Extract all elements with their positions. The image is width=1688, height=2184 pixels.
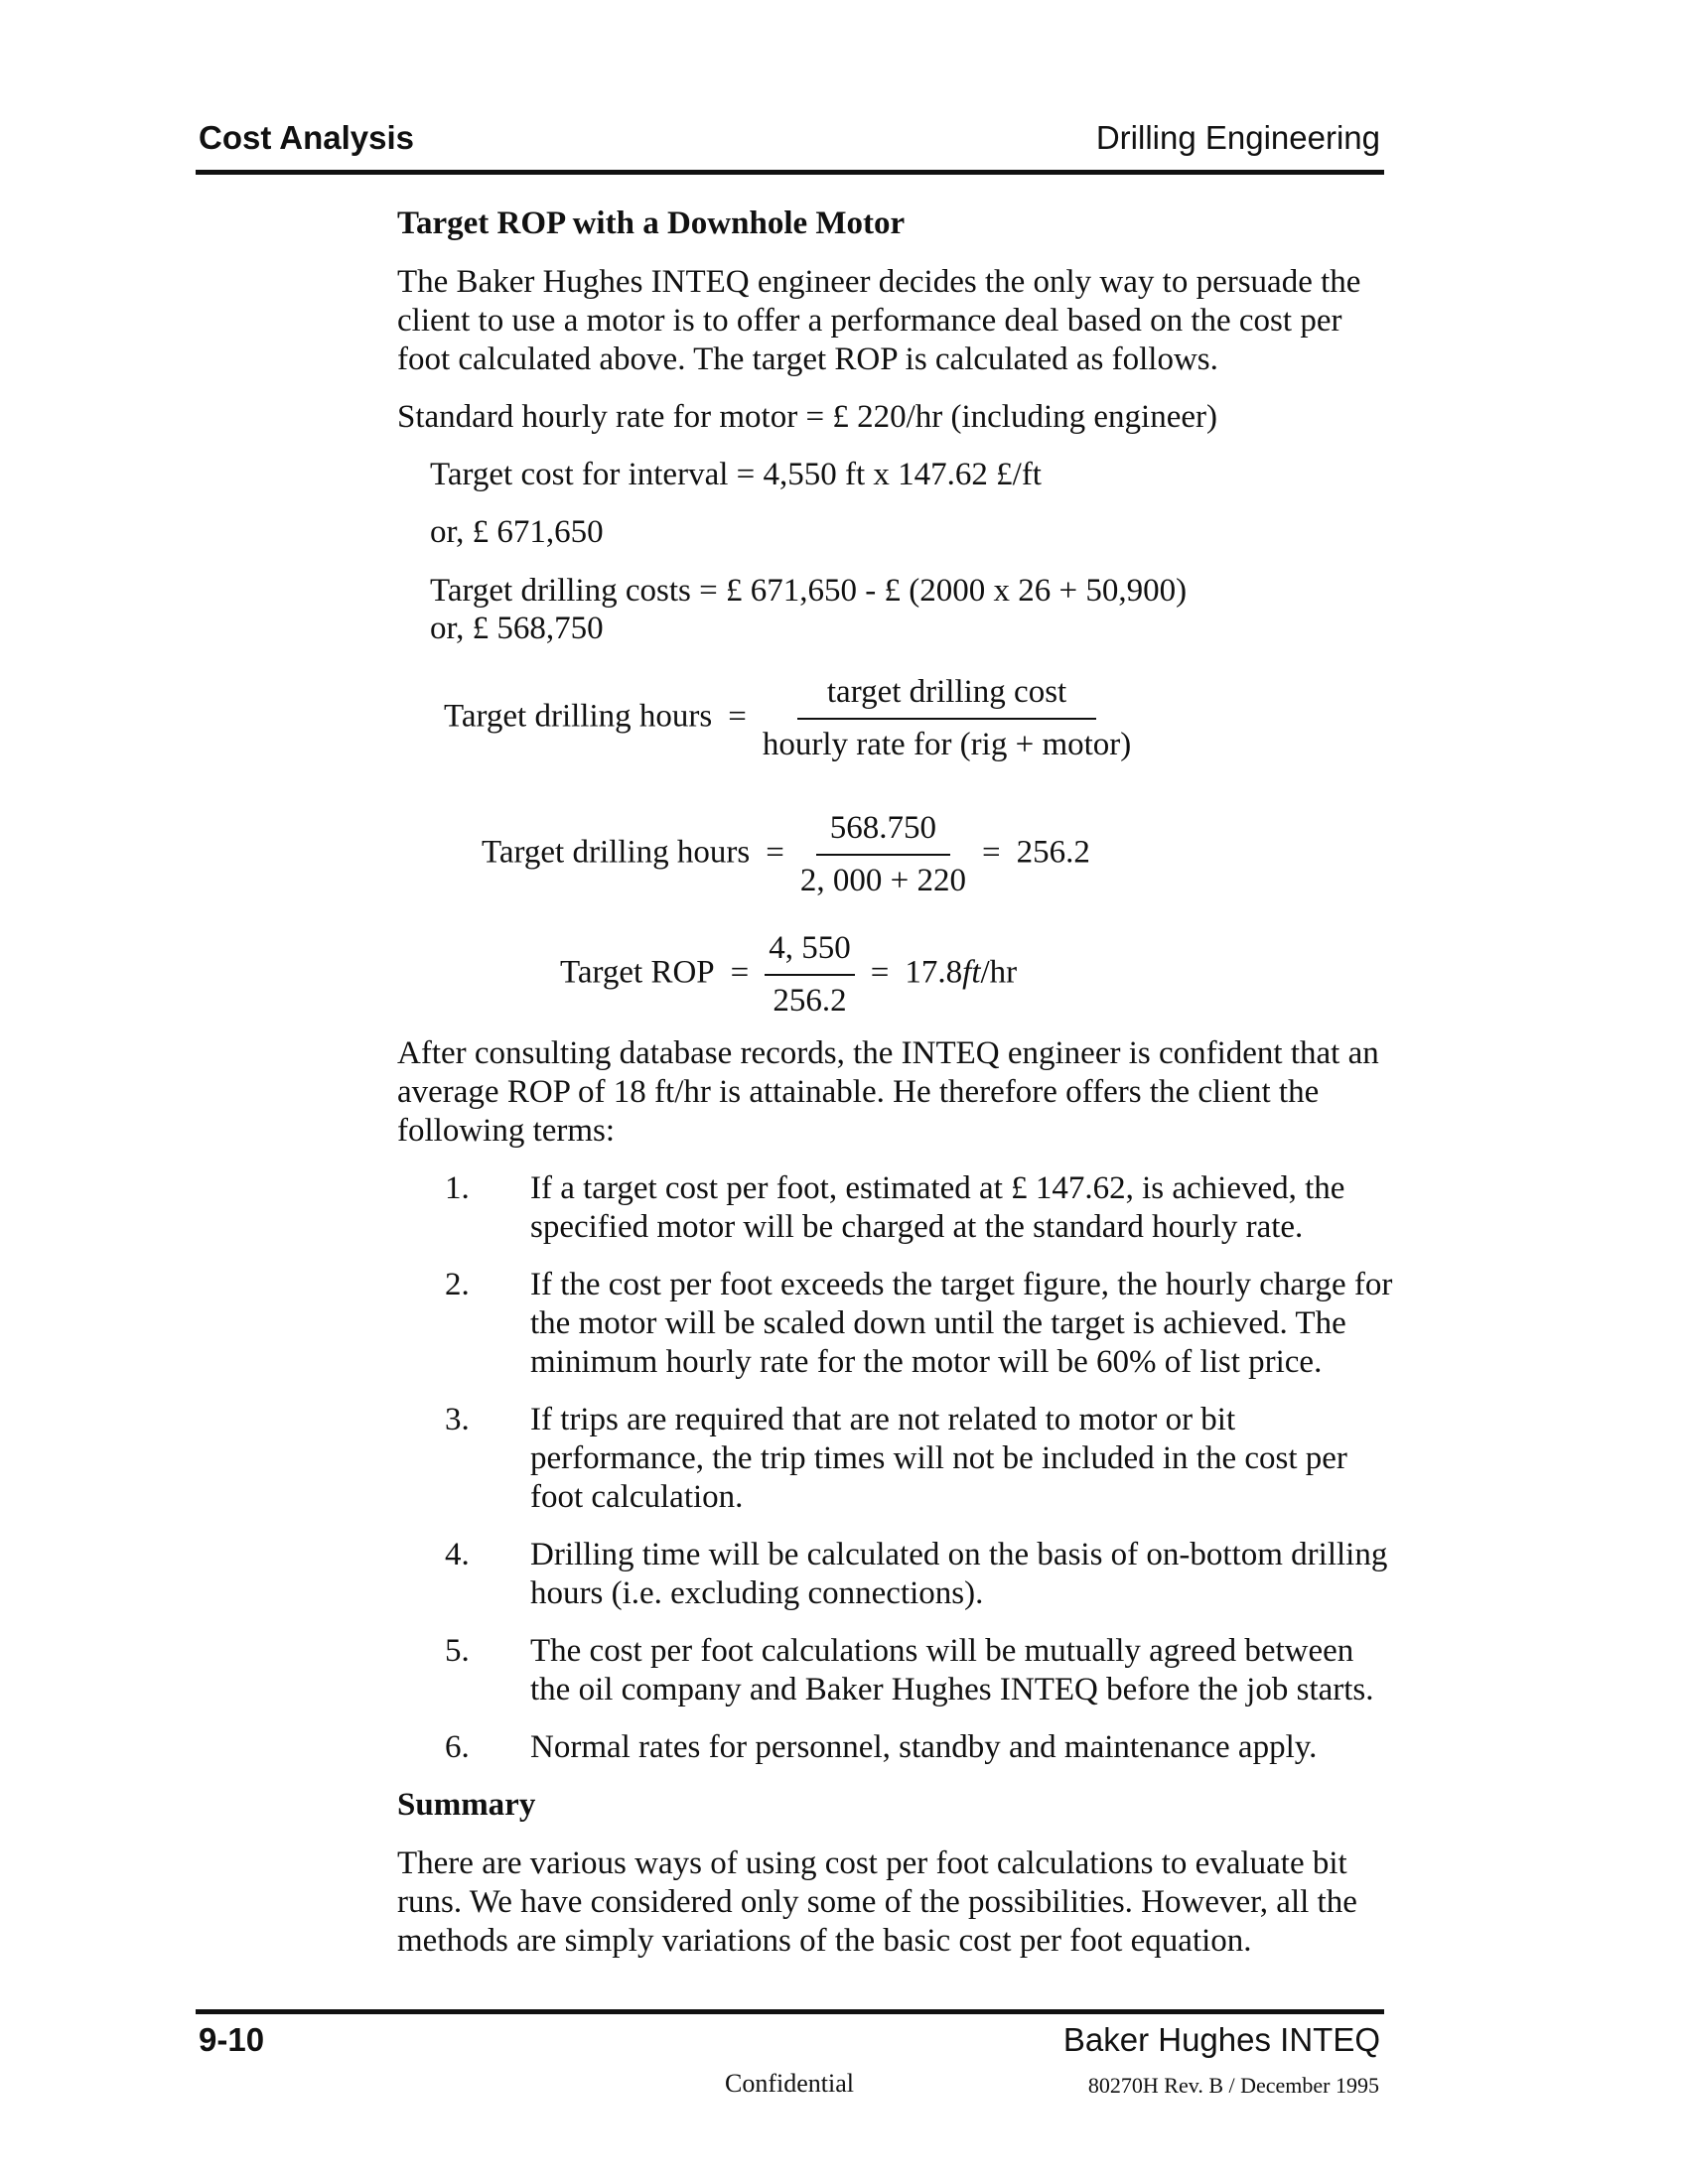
eq3-fraction [765, 929, 855, 1021]
eq3-equals-2: = [870, 954, 890, 991]
eq1-numerator: target drilling cost [797, 673, 1096, 720]
section-heading: Target ROP with a Downhole Motor [397, 205, 906, 241]
eq2-equals: = [766, 834, 784, 871]
header-rule [196, 170, 1384, 175]
eq1-equals: = [728, 698, 747, 735]
list-item-text: If a target cost per foot, estimated at £ 147.62, is achieved, the specified motor will be charged at the standard hourly rate. [530, 1170, 1345, 1245]
eq1-fraction [763, 673, 1131, 764]
eq3-result [905, 955, 1017, 991]
list-item-text: If the cost per foot exceeds the target figure, the hourly charge for the motor will be scaled down until the target is achieved. The minimum hourly rate for the motor will be 60% of list price. [530, 1267, 1393, 1380]
equation-target-hours-formula [444, 673, 1131, 764]
target-cost-line: Target cost for interval = 4,550 ft x 147.62 £/ft [430, 457, 1042, 492]
eq2-denominator: 2, 000 + 220 [799, 863, 966, 898]
target-cost-or-line: or, £ 671,650 [430, 514, 604, 550]
footer-confidential: Confidential [725, 2069, 854, 2098]
eq2-label: Target drilling hours [482, 834, 751, 871]
eq1-label: Target drilling hours [444, 698, 713, 735]
eq2-result: 256.2 [1016, 834, 1090, 871]
header-section-title: Cost Analysis [199, 119, 415, 156]
list-item-number: 6. [445, 1729, 470, 1765]
list-item-number: 4. [445, 1537, 470, 1572]
footer-rule [196, 2009, 1384, 2014]
equation-target-hours-value [482, 809, 1090, 900]
summary-heading: Summary [397, 1787, 536, 1823]
eq2-fraction [800, 809, 966, 900]
list-item-number: 1. [445, 1170, 470, 1206]
drilling-costs-or-line: or, £ 568,750 [430, 611, 604, 646]
eq1-denominator: hourly rate for (rig + motor) [762, 727, 1132, 762]
eq3-result-unit-ft: ft [962, 954, 981, 991]
eq2-equals-2: = [981, 834, 1001, 871]
intro-paragraph: The Baker Hughes INTEQ engineer decides the only way to persuade the client to use a motor is to offer a performance deal based on the cost per foot calculated above. The target ROP is calculated as follows. [397, 264, 1361, 377]
footer-revision: 80270H Rev. B / December 1995 [1087, 2073, 1379, 2098]
header-book-title: Drilling Engineering [1095, 119, 1380, 156]
footer-company: Baker Hughes INTEQ [1062, 2021, 1380, 2058]
standard-rate-line: Standard hourly rate for motor = £ 220/hr (including engineer) [397, 399, 1217, 435]
list-item-text: Normal rates for personnel, standby and maintenance apply. [530, 1729, 1318, 1765]
eq3-result-value: 17.8 [905, 954, 963, 991]
drilling-costs-line: Target drilling costs = £ 671,650 - £ (2000 x 26 + 50,900) [430, 573, 1188, 609]
list-item-number: 5. [445, 1633, 470, 1669]
eq3-numerator: 4, 550 [765, 929, 855, 976]
eq3-equals: = [730, 954, 750, 991]
eq3-denominator: 256.2 [773, 983, 847, 1019]
page-number: 9-10 [199, 2021, 265, 2058]
equation-target-rop [560, 929, 1017, 1021]
eq2-numerator: 568.750 [816, 809, 950, 856]
list-item-text: Drilling time will be calculated on the basis of on-bottom drilling hours (i.e. excluding connections). [530, 1537, 1388, 1611]
list-item-number: 2. [445, 1267, 470, 1302]
after-paragraph: After consulting database records, the INTEQ engineer is confident that an average ROP of 18 ft/hr is attainable. He therefore offers the client the following terms: [397, 1035, 1379, 1149]
summary-paragraph: There are various ways of using cost per foot calculations to evaluate bit runs. We have considered only some of the possibilities. However, all the methods are simply variations of the basic cost per foot equation. [397, 1845, 1357, 1959]
list-item-number: 3. [445, 1402, 470, 1437]
eq3-label: Target ROP [560, 954, 715, 991]
eq3-result-unit-hr: /hr [980, 954, 1018, 991]
list-item-text: If trips are required that are not related to motor or bit performance, the trip times will not be included in the cost per foot calculation. [530, 1402, 1347, 1515]
list-item-text: The cost per foot calculations will be mutually agreed between the oil company and Baker Hughes INTEQ before the job starts. [530, 1633, 1374, 1707]
